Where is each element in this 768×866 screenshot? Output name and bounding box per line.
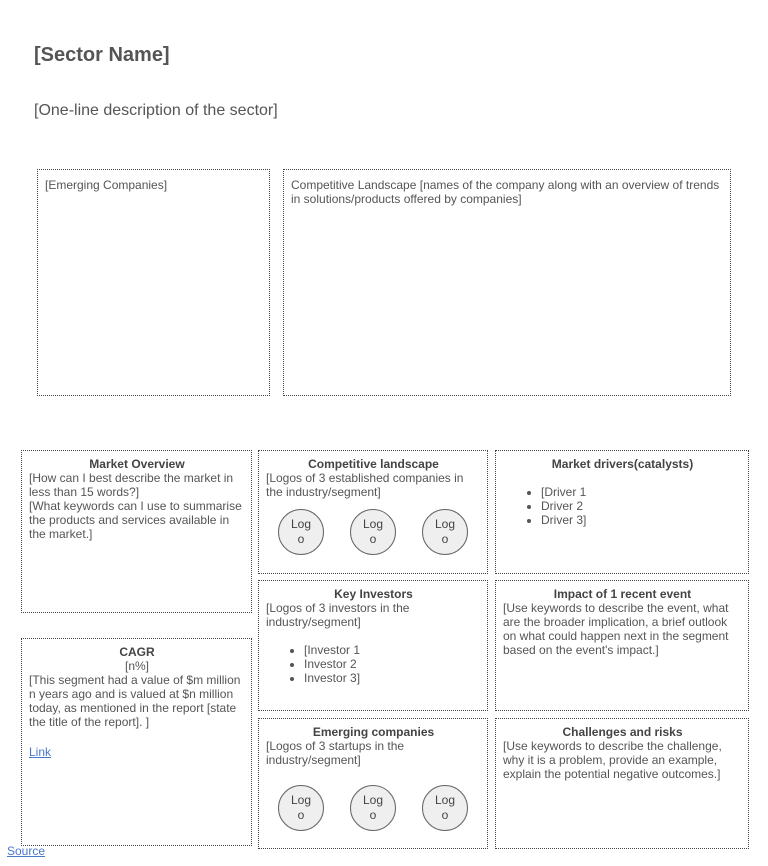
competitive-landscape-box [283,169,731,396]
key-investors-title: Key Investors [334,587,413,601]
cagr-card [21,638,252,846]
page-subtitle: [One-line description of the sector] [34,102,278,119]
market-overview-title: Market Overview [89,457,185,471]
competitive-landscape-title: Competitive landscape [308,457,439,471]
recent-event-text: [Use keywords to describe the event, what are the broader implication, a brief outlook on what could happen next in the segment based on the event's impact.] [503,601,729,657]
startup-logo-placeholder: Logo [350,785,396,831]
market-drivers-card [495,450,749,574]
cagr-link[interactable]: Link [29,745,52,759]
list-item: • Driver 3] [541,513,742,527]
market-overview-line-2: [What keywords can I use to summarise the products and services available in the market.] [29,499,242,541]
company-logo-placeholder: Logo [278,509,324,555]
page-title: [Sector Name] [34,44,170,66]
key-investors-list [266,643,481,685]
competitive-landscape-logos [259,509,487,555]
market-drivers-list [503,485,742,527]
company-logo-placeholder: Logo [422,509,468,555]
list-item: • [Investor 1 [304,643,481,657]
market-overview-line-1: [How can I best describe the market in less than 15 words?] [29,471,234,499]
source-link[interactable]: Source [7,844,46,858]
market-overview-card [21,450,252,613]
emerging-companies-card [258,718,488,849]
competitive-landscape-card [258,450,488,574]
emerging-companies-box [37,169,270,396]
cagr-description: [This segment had a value of $m million n years ago and is valued at $n million today, as mentioned in the report [state the title of the report]. ] [29,673,241,729]
challenges-risks-text: [Use keywords to describe the challenge, why it is a problem, provide an example, explain the potential negative outcomes.] [503,739,722,781]
list-item: • Investor 2 [304,657,481,671]
recent-event-title: Impact of 1 recent event [553,587,692,601]
cagr-title: CAGR [119,645,155,659]
challenges-risks-title: Challenges and risks [562,725,683,739]
key-investors-card [258,580,488,711]
market-drivers-title: Market drivers(catalysts) [551,457,694,471]
challenges-risks-card [495,718,749,849]
recent-event-card [495,580,749,711]
emerging-companies-title: Emerging companies [312,725,435,739]
emerging-companies-text: [Logos of 3 startups in the industry/segment] [266,739,405,767]
list-item: • [Driver 1 [541,485,742,499]
cagr-value: [n%] [124,659,149,673]
startup-logo-placeholder: Logo [278,785,324,831]
list-item: • Investor 3] [304,671,481,685]
competitive-landscape-box-text: Competitive Landscape [names of the company along with an overview of trends in solutions/products offered by companies] [291,178,720,206]
startup-logo-placeholder: Logo [422,785,468,831]
list-item: • Driver 2 [541,499,742,513]
company-logo-placeholder: Logo [350,509,396,555]
emerging-companies-box-text: [Emerging Companies] [45,178,168,192]
key-investors-text: [Logos of 3 investors in the industry/segment] [266,601,410,629]
emerging-companies-logos [259,785,487,831]
competitive-landscape-text: [Logos of 3 established companies in the industry/segment] [266,471,464,499]
